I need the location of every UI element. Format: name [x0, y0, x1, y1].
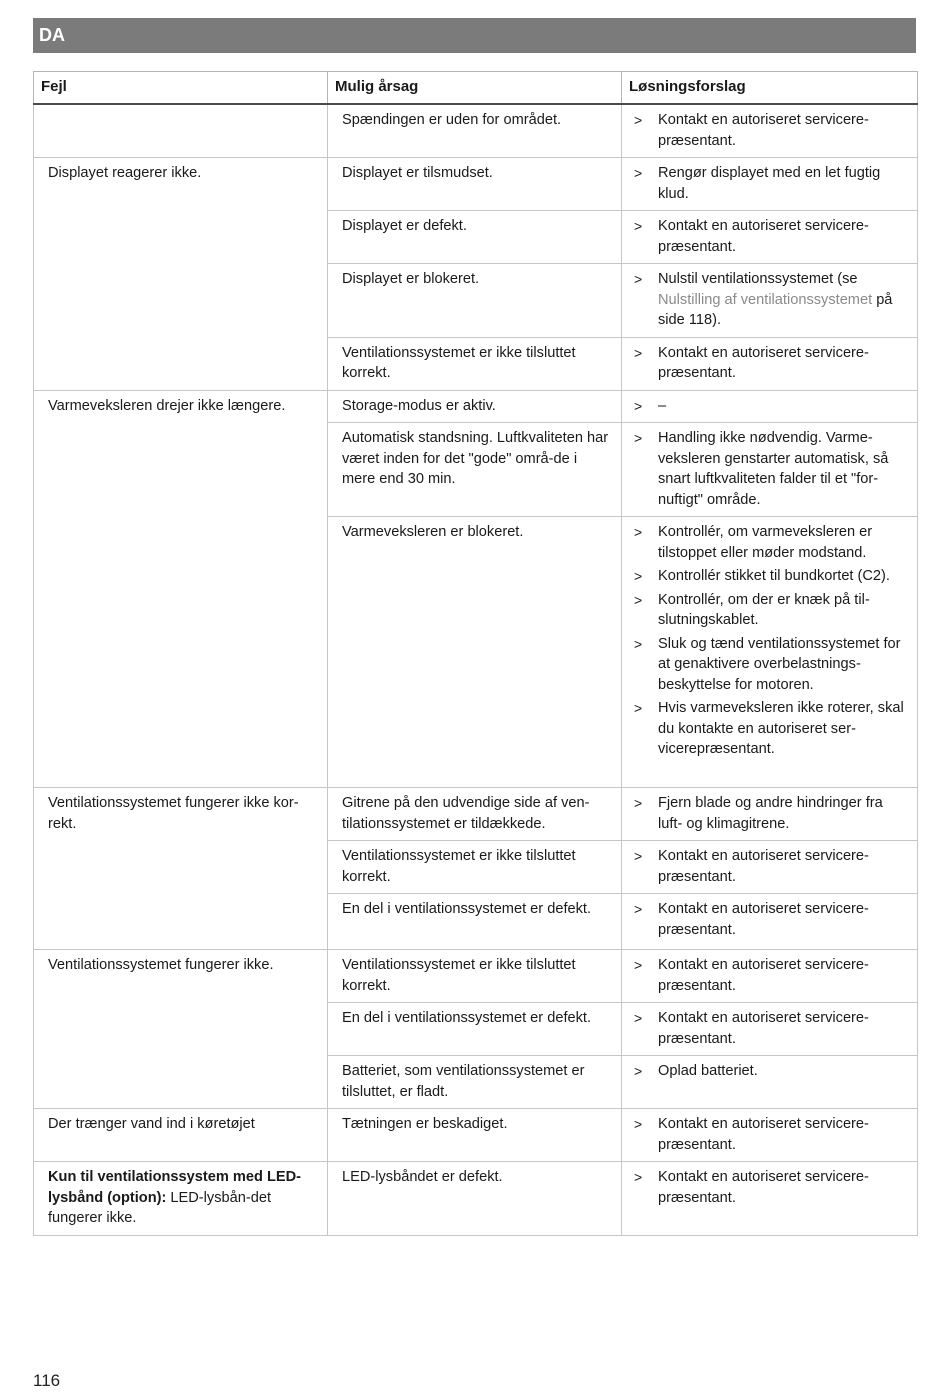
- solution-text: Oplad batteriet.: [658, 1063, 758, 1079]
- solution-item: [634, 269, 908, 331]
- arrow-icon: >: [634, 1063, 643, 1079]
- fault-cell: Ventilationssystemet fungerer ikke kor-rekt.: [34, 788, 328, 950]
- solution-text: Kontakt en autoriseret servicere-præsentant.: [658, 1169, 869, 1206]
- arrow-icon: >: [634, 957, 643, 973]
- solution-item: [634, 634, 908, 696]
- solution-item: [634, 566, 908, 587]
- arrow-icon: >: [634, 901, 643, 917]
- fault-cell: Der trænger vand ind i køretøjet: [34, 1109, 328, 1162]
- solution-item: [634, 343, 908, 384]
- solution-text: Kontakt en autoriseret servicere-præsentant.: [658, 1116, 869, 1153]
- solution-cell: [622, 1003, 918, 1056]
- solution-item: [634, 1114, 908, 1155]
- arrow-icon: >: [634, 1169, 643, 1185]
- solution-cell: [622, 950, 918, 1003]
- table-row: [34, 950, 918, 1003]
- arrow-icon: >: [634, 635, 643, 652]
- solution-text: Nulstil ventilationssystemet (se: [658, 271, 858, 287]
- solution-item: [634, 1061, 908, 1082]
- arrow-icon: >: [634, 430, 643, 446]
- solution-item: [634, 522, 908, 563]
- arrow-icon: >: [634, 795, 643, 811]
- solution-item: [634, 396, 908, 417]
- arrow-icon: >: [634, 568, 643, 584]
- solution-item: [634, 793, 908, 834]
- solution-text: Kontakt en autoriseret servicere-præsentant.: [658, 112, 869, 149]
- solution-cell: [622, 337, 918, 390]
- solution-text: Sluk og tænd ventilationssystemet for at genaktivere overbelastnings-beskyttelse for motoren.: [658, 635, 901, 693]
- solution-item: [634, 846, 908, 887]
- solution-text: Kontakt en autoriseret servicere-præsentant.: [658, 901, 869, 938]
- fault-cell: [34, 104, 328, 158]
- solution-cell: [622, 211, 918, 264]
- solution-text: Handling ikke nødvendig. Varme-veksleren genstarter automatisk, så snart luftkvaliteten falder til et "for-nuftigt" område.: [658, 430, 889, 508]
- solution-item: [634, 163, 908, 204]
- cause-cell: Storage-modus er aktiv.: [328, 390, 622, 423]
- solution-item: [634, 899, 908, 940]
- solution-cell: [622, 104, 918, 158]
- arrow-icon: >: [634, 848, 643, 864]
- cause-cell: En del i ventilationssystemet er defekt.: [328, 894, 622, 950]
- cause-cell: Gitrene på den udvendige side af ven-tilationssystemet er tildækkede.: [328, 788, 622, 841]
- cause-cell: Ventilationssystemet er ikke tilsluttet korrekt.: [328, 950, 622, 1003]
- solution-cell: [622, 390, 918, 423]
- solution-text: på side 118).: [658, 291, 893, 328]
- arrow-icon: >: [634, 524, 643, 540]
- cause-cell: Varmeveksleren er blokeret.: [328, 517, 622, 788]
- fault-cell: Displayet reagerer ikke.: [34, 158, 328, 391]
- solution-item: [634, 1008, 908, 1049]
- solution-cell: [622, 894, 918, 950]
- fault-bold-text: Kun til ventilationssystem med LED-lysbånd (option):: [48, 1169, 302, 1206]
- arrow-icon: >: [634, 218, 643, 234]
- solution-text: Kontrollér, om der er knæk på til-slutningskablet.: [658, 591, 870, 628]
- solution-text: Kontakt en autoriseret servicere-præsentant.: [658, 848, 869, 885]
- cause-cell: En del i ventilationssystemet er defekt.: [328, 1003, 622, 1056]
- cause-cell: Displayet er tilsmudset.: [328, 158, 622, 211]
- fault-text: LED-lysbån-det fungerer ikke.: [48, 1189, 271, 1226]
- table-header-row: [34, 72, 918, 105]
- fault-cell: Varmeveksleren drejer ikke længere.: [34, 390, 328, 788]
- header-cause: Mulig årsag: [328, 72, 622, 105]
- solution-cell: [622, 841, 918, 894]
- header-fault: Fejl: [34, 72, 328, 105]
- table-row: [34, 788, 918, 841]
- cause-cell: Tætningen er beskadiget.: [328, 1109, 622, 1162]
- arrow-icon: >: [634, 1116, 643, 1132]
- cause-cell: LED-lysbåndet er defekt.: [328, 1162, 622, 1236]
- solution-text: –: [658, 397, 667, 414]
- cause-cell: Automatisk standsning. Luftkvaliteten har været inden for det "gode" områ-de i mere end 30 min.: [328, 423, 622, 517]
- solution-text: Kontakt en autoriseret servicere-præsentant.: [658, 218, 869, 255]
- table-row: [34, 104, 918, 158]
- arrow-icon: >: [634, 271, 643, 287]
- solution-text: Rengør displayet med en let fugtig klud.: [658, 165, 881, 202]
- solution-item: [634, 698, 908, 760]
- solution-cell: [622, 1162, 918, 1236]
- solution-item: [634, 110, 908, 151]
- solution-text: Kontrollér stikket til bundkortet (C2).: [658, 568, 890, 584]
- solution-text: Kontakt en autoriseret servicere-præsentant.: [658, 957, 869, 994]
- cause-cell: Batteriet, som ventilationssystemet er tilsluttet, er fladt.: [328, 1056, 622, 1109]
- solution-cell: [622, 1056, 918, 1109]
- arrow-icon: >: [634, 397, 643, 414]
- table-row: [34, 158, 918, 211]
- solution-cell: [622, 158, 918, 211]
- table-row: [34, 1162, 918, 1236]
- solution-text: Kontrollér, om varmeveksleren er tilstoppet eller møder modstand.: [658, 524, 873, 561]
- cause-cell: Spændingen er uden for området.: [328, 104, 622, 158]
- solution-item: [634, 428, 908, 510]
- cause-cell: Ventilationssystemet er ikke tilsluttet korrekt.: [328, 841, 622, 894]
- fault-cell: [34, 1162, 328, 1236]
- page-number: 116: [33, 1371, 61, 1390]
- solution-cell: [622, 517, 918, 788]
- arrow-icon: >: [634, 591, 643, 608]
- solution-item: [634, 216, 908, 257]
- troubleshooting-table: [33, 71, 918, 1236]
- table-row: [34, 390, 918, 423]
- solution-cell: [622, 788, 918, 841]
- cause-cell: Displayet er blokeret.: [328, 264, 622, 338]
- arrow-icon: >: [634, 165, 643, 181]
- cause-cell: Ventilationssystemet er ikke tilsluttet korrekt.: [328, 337, 622, 390]
- cause-cell: Displayet er defekt.: [328, 211, 622, 264]
- arrow-icon: >: [634, 344, 643, 361]
- solution-item: [634, 1167, 908, 1208]
- solution-item: [634, 590, 908, 631]
- solution-text: Hvis varmeveksleren ikke roterer, skal du kontakte en autoriseret ser-vicerepræsentant.: [658, 700, 904, 757]
- solution-cell: [622, 264, 918, 338]
- solution-text: Kontakt en autoriseret servicere-præsentant.: [658, 344, 869, 381]
- table-row: [34, 1109, 918, 1162]
- cross-reference-link[interactable]: Nulstilling af ventilationssystemet: [658, 291, 873, 308]
- arrow-icon: >: [634, 112, 643, 128]
- fault-cell: Ventilationssystemet fungerer ikke.: [34, 950, 328, 1109]
- solution-cell: [622, 1109, 918, 1162]
- solution-text: Kontakt en autoriseret servicere-præsentant.: [658, 1010, 869, 1047]
- arrow-icon: >: [634, 1010, 643, 1026]
- solution-text: Fjern blade og andre hindringer fra luft- og klimagitrene.: [658, 795, 883, 832]
- solution-cell: [622, 423, 918, 517]
- language-header: DA: [33, 18, 916, 53]
- header-solution: Løsningsforslag: [622, 72, 918, 105]
- arrow-icon: >: [634, 700, 643, 716]
- solution-item: [634, 955, 908, 996]
